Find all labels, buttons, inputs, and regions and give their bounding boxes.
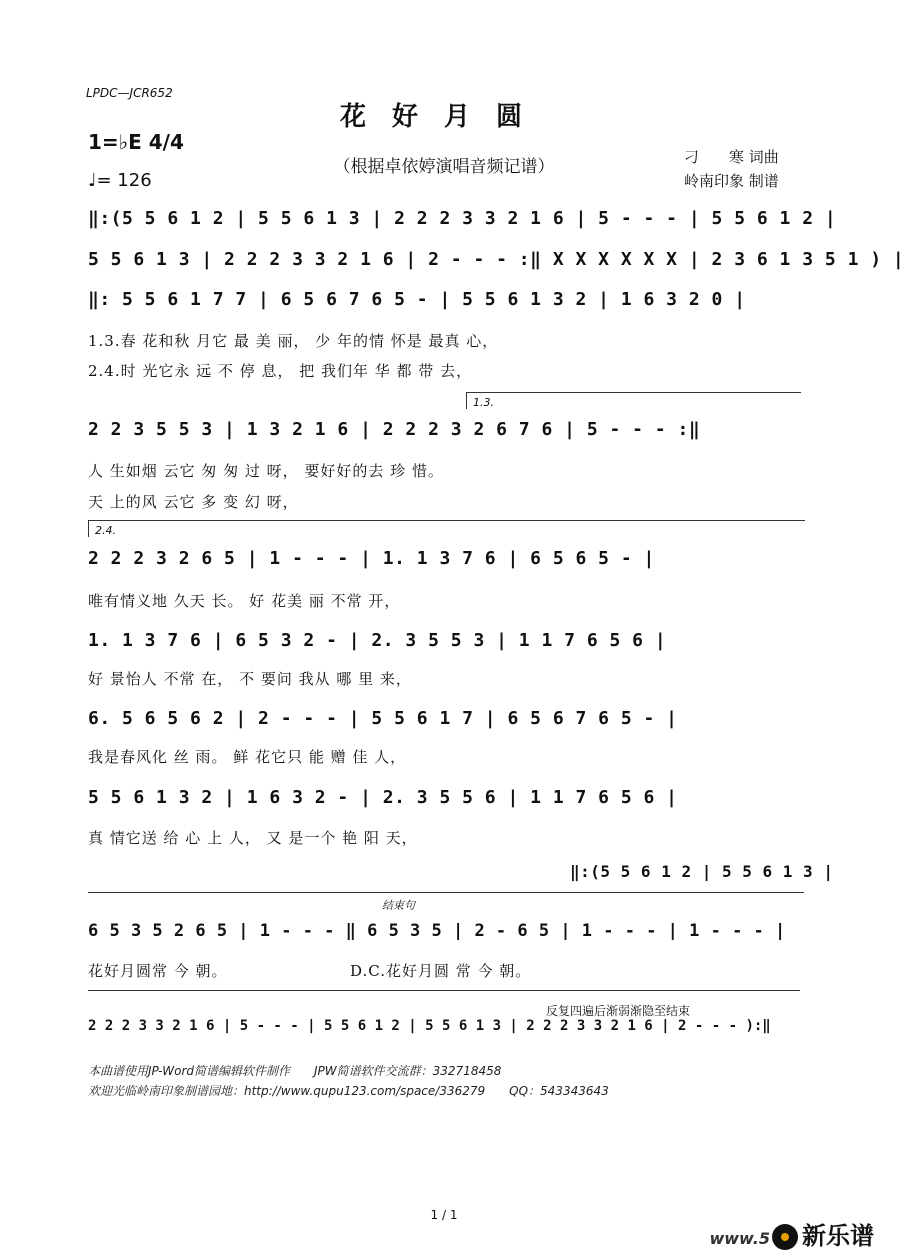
arranger-credit: 岭南印象 制谱 — [684, 172, 779, 190]
score-line-8: 5 5 6 1 3 2 | 1 6 3 2 - | 2. 3 5 5 6 | 1 1 7 6 5 6 | — [88, 787, 678, 808]
score-line-3: ‖: 5 5 6 1 7 7 | 6 5 6 7 6 5 - | 5 5 6 1 3 2 | 1 6 3 2 0 | — [88, 289, 746, 310]
song-title: 花好月圆 — [339, 102, 548, 132]
repeat-divider — [88, 990, 800, 991]
footer-website-note: 欢迎光临岭南印象制谱园地：http://www.qupu123.com/space/336279 QQ：543343643 — [88, 1084, 609, 1098]
coda-marker — [364, 892, 804, 912]
second-ending-bracket — [88, 520, 805, 537]
lyric-line-5: 唯有情义地 久天 长。 好 花美 丽 不常 开， — [88, 592, 401, 610]
footer-software-note: 本曲谱使用JP-Word简谱编辑软件制作 JPW简谱软件交流群：332718458 — [88, 1064, 502, 1078]
lyric-line-2: 2.4.时 光它永 远 不 停 息， 把 我们年 华 都 带 去， — [88, 362, 473, 380]
second-ending-label: 2.4. — [95, 524, 116, 537]
score-line-6: 1. 1 3 7 6 | 6 5 3 2 - | 2. 3 5 5 3 | 1 1 7 6 5 6 | — [88, 630, 667, 651]
lyric-line-1: 1.3.春 花和秋 月它 最 美 丽， 少 年的情 怀是 最真 心， — [88, 332, 499, 350]
brand-name: 新乐谱 — [802, 1222, 874, 1250]
score-code: LPDC—JCR652 — [86, 86, 173, 100]
song-subtitle: （根据卓依婷演唱音频记谱） — [333, 157, 555, 177]
lyric-line-9: 花好月圆常 今 朝。 — [88, 962, 228, 980]
score-line-7: 6. 5 6 5 6 2 | 2 - - - | 5 5 6 1 7 | 6 5 6 7 6 5 - | — [88, 708, 678, 729]
lyric-line-4: 天 上的风 云它 多 变 幻 呀， — [88, 493, 299, 511]
lyric-line-7: 我是春风化 丝 雨。 鲜 花它只 能 赠 佳 人， — [88, 748, 407, 766]
score-line-4: 2 2 3 5 5 3 | 1 3 2 1 6 | 2 2 2 3 2 6 7 6 | 5 - - - :‖ — [88, 419, 701, 440]
brand-watermark — [709, 1216, 874, 1251]
key-signature: 1=♭E 4/4 — [88, 130, 184, 154]
first-ending-bracket — [466, 392, 801, 409]
lyric-line-10: D.C.花好月圆 常 今 朝。 — [350, 962, 532, 980]
lyric-line-8: 真 情它送 给 心 上 人， 又 是一个 艳 阳 天， — [88, 829, 418, 847]
repeat-note: 反复四遍后渐弱渐隐至结束 — [546, 1004, 691, 1018]
page-number: 1 / 1 — [430, 1208, 458, 1222]
first-ending-label: 1.3. — [473, 396, 494, 409]
record-disc-icon — [772, 1224, 798, 1250]
score-line-10: 6 5 3 5 2 6 5 | 1 - - - ‖ 6 5 3 5 | 2 - 6 5 | 1 - - - | 1 - - - | — [88, 921, 786, 941]
lyric-line-6: 好 景怡人 不常 在， 不 要问 我从 哪 里 来， — [88, 670, 412, 688]
lyricist-credit: 刁 寒 词曲 — [684, 148, 779, 166]
brand-url: www.5 — [709, 1229, 770, 1248]
lyric-line-3: 人 生如烟 云它 匆 匆 过 呀， 要好好的去 珍 惜。 — [88, 462, 444, 480]
score-line-11: 2 2 2 3 3 2 1 6 | 5 - - - | 5 5 6 1 2 | 5 5 6 1 3 | 2 2 2 3 3 2 1 6 | 2 - - - ):‖ — [88, 1018, 771, 1034]
score-line-2: 5 5 6 1 3 | 2 2 2 3 3 2 1 6 | 2 - - - :‖ X X X X X X | 2 3 6 1 3 5 1 ) | — [88, 249, 904, 270]
score-line-9: ‖:(5 5 6 1 2 | 5 5 6 1 3 | — [570, 862, 834, 881]
score-line-1: ‖:(5 5 6 1 2 | 5 5 6 1 3 | 2 2 2 3 3 2 1 6 | 5 - - - | 5 5 6 1 2 | — [88, 208, 837, 229]
score-line-5: 2 2 2 3 2 6 5 | 1 - - - | 1. 1 3 7 6 | 6 5 6 5 - | — [88, 548, 655, 569]
tempo-marking: ♩= 126 — [88, 170, 152, 191]
coda-label: 结束句 — [382, 899, 415, 912]
